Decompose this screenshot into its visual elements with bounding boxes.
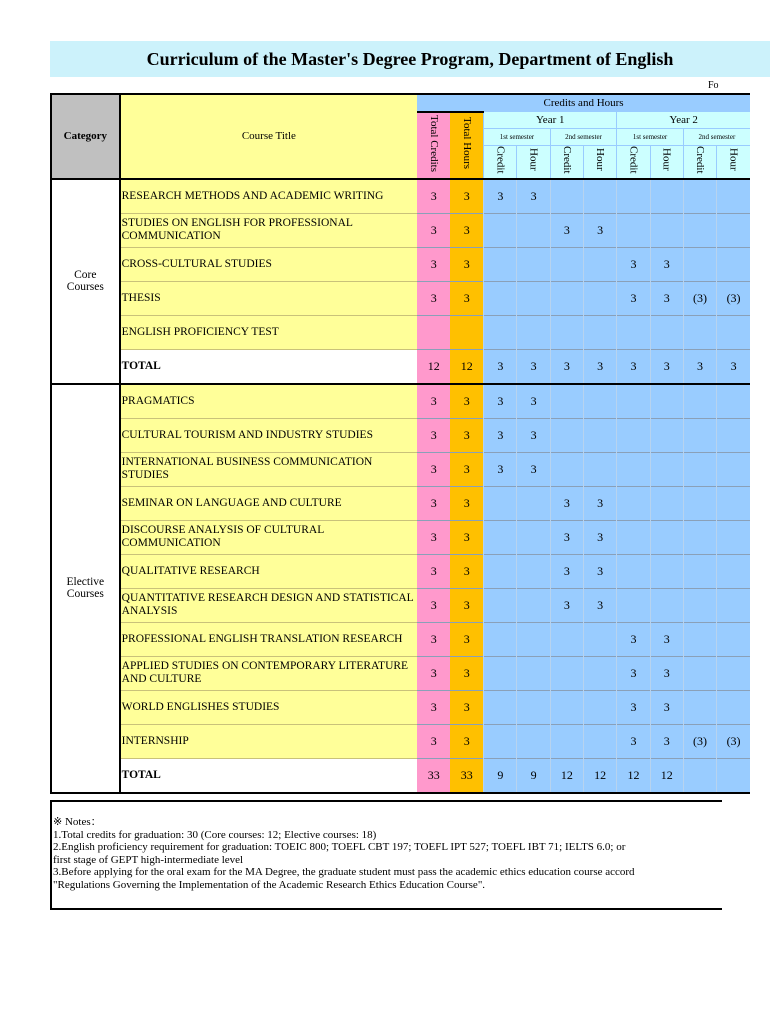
hour-cell: 3 [517, 349, 550, 384]
total-row [51, 758, 750, 793]
total-credits-cell: 3 [417, 452, 450, 486]
hour-cell [584, 622, 617, 656]
total-hours-cell [450, 315, 483, 349]
hour-cell: 3 [517, 179, 550, 214]
table-row [51, 554, 750, 588]
total-credits-cell: 3 [417, 554, 450, 588]
total-hours-cell: 3 [450, 418, 483, 452]
hour-cell [584, 724, 617, 758]
total-hours-cell: 3 [450, 520, 483, 554]
hour-cell [584, 690, 617, 724]
hour-cell [717, 384, 750, 419]
header-total-credits: Total Credits [417, 112, 450, 179]
total-credits-cell: 3 [417, 588, 450, 622]
credit-cell [550, 384, 583, 419]
table-row [51, 656, 750, 690]
table-row [51, 213, 750, 247]
total-hours-cell: 3 [450, 384, 483, 419]
hour-cell: 9 [517, 758, 550, 793]
table-row [51, 247, 750, 281]
credit-cell [617, 418, 650, 452]
credit-cell: 3 [550, 349, 583, 384]
hour-cell [717, 656, 750, 690]
table-row [51, 622, 750, 656]
credit-cell [550, 315, 583, 349]
header-total-hours: Total Hours [450, 112, 483, 179]
credit-cell: 12 [617, 758, 650, 793]
credit-cell [683, 554, 716, 588]
credit-cell [617, 520, 650, 554]
credit-cell [683, 588, 716, 622]
hour-cell: 12 [650, 758, 683, 793]
header-course-title: Course Title [120, 94, 417, 179]
table-row [51, 690, 750, 724]
hour-cell [717, 622, 750, 656]
credit-cell: 3 [550, 213, 583, 247]
hour-cell [584, 418, 617, 452]
hour-cell [717, 247, 750, 281]
credit-cell [484, 622, 517, 656]
credit-cell [550, 690, 583, 724]
total-credits-cell: 3 [417, 281, 450, 315]
hour-cell [717, 588, 750, 622]
hour-cell [717, 452, 750, 486]
credit-cell [484, 588, 517, 622]
note-3: 3.Before applying for the oral exam for the MA Degree, the graduate student must pass the academic ethics education course accord [53, 866, 635, 878]
hour-cell: 3 [650, 724, 683, 758]
hour-cell [584, 281, 617, 315]
form-tag: Fo [708, 80, 719, 91]
credit-cell: 3 [484, 384, 517, 419]
credit-cell [550, 622, 583, 656]
curriculum-table-wrapper [50, 93, 741, 794]
hour-cell: 3 [717, 349, 750, 384]
table-row [51, 315, 750, 349]
total-credits-cell [417, 315, 450, 349]
header-y1-semester-1: 1st semester [484, 129, 551, 146]
credit-cell [683, 656, 716, 690]
credit-cell [683, 418, 716, 452]
hour-cell [717, 179, 750, 214]
credit-cell: 3 [484, 179, 517, 214]
credit-cell: 9 [484, 758, 517, 793]
credit-cell [683, 690, 716, 724]
credit-cell: 3 [484, 349, 517, 384]
hour-cell [517, 554, 550, 588]
header-y1-semester-2: 2nd semester [550, 129, 617, 146]
course-title-cell: SEMINAR ON LANGUAGE AND CULTURE [120, 486, 417, 520]
title-bar [50, 41, 770, 77]
credit-cell [683, 384, 716, 419]
course-title-cell: TOTAL [120, 349, 417, 384]
header-hour: Hour [717, 146, 750, 179]
hour-cell [650, 486, 683, 520]
table-row [51, 520, 750, 554]
header-credit: Credit [484, 146, 517, 179]
notes-section [50, 800, 722, 910]
total-hours-cell: 3 [450, 179, 483, 214]
hour-cell [650, 179, 683, 214]
credit-cell [683, 315, 716, 349]
table-row [51, 452, 750, 486]
credit-cell [550, 281, 583, 315]
course-title-cell: THESIS [120, 281, 417, 315]
credit-cell: 3 [617, 656, 650, 690]
credit-cell: 3 [550, 588, 583, 622]
course-title-cell: WORLD ENGLISHES STUDIES [120, 690, 417, 724]
hour-cell: 3 [650, 281, 683, 315]
table-row [51, 179, 750, 214]
header-credit: Credit [550, 146, 583, 179]
total-credits-cell: 3 [417, 486, 450, 520]
table-row [51, 486, 750, 520]
credit-cell [550, 724, 583, 758]
credit-cell [617, 384, 650, 419]
hour-cell [717, 758, 750, 793]
hour-cell [650, 588, 683, 622]
credit-cell [484, 554, 517, 588]
credit-cell [484, 520, 517, 554]
credit-cell [617, 486, 650, 520]
table-row [51, 418, 750, 452]
credit-cell: 3 [683, 349, 716, 384]
note-1: 1.Total credits for graduation: 30 (Core courses: 12; Elective courses: 18) [53, 828, 377, 841]
hour-cell [517, 724, 550, 758]
credit-cell [617, 213, 650, 247]
course-title-cell: INTERNATIONAL BUSINESS COMMUNICATION STUDIES [120, 452, 417, 486]
total-credits-cell: 33 [417, 758, 450, 793]
total-credits-cell: 3 [417, 247, 450, 281]
hour-cell [650, 213, 683, 247]
note-2: 2.English proficiency requirement for graduation: TOEIC 800; TOEFL CBT 197; TOEFL IPT 527; TOEFL IBT 71; IELTS 6.0; or [53, 841, 626, 853]
category-cell: Elective Courses [51, 384, 120, 793]
hour-cell: (3) [717, 281, 750, 315]
hour-cell [517, 247, 550, 281]
hour-cell [517, 520, 550, 554]
header-year-1: Year 1 [484, 112, 617, 129]
header-year-2: Year 2 [617, 112, 750, 129]
course-title-cell: STUDIES ON ENGLISH FOR PROFESSIONAL COMMUNICATION [120, 213, 417, 247]
course-title-cell: APPLIED STUDIES ON CONTEMPORARY LITERATURE AND CULTURE [120, 656, 417, 690]
hour-cell [717, 418, 750, 452]
credit-cell: 3 [484, 418, 517, 452]
hour-cell: 3 [650, 656, 683, 690]
hour-cell [717, 315, 750, 349]
hour-cell [717, 554, 750, 588]
hour-cell [650, 384, 683, 419]
credit-cell: 3 [484, 452, 517, 486]
credit-cell: 3 [617, 349, 650, 384]
total-hours-cell: 3 [450, 622, 483, 656]
hour-cell: 3 [517, 384, 550, 419]
course-title-cell: PROFESSIONAL ENGLISH TRANSLATION RESEARCH [120, 622, 417, 656]
course-title-cell: INTERNSHIP [120, 724, 417, 758]
total-hours-cell: 3 [450, 486, 483, 520]
credit-cell [683, 247, 716, 281]
hour-cell: 3 [584, 588, 617, 622]
hour-cell [584, 247, 617, 281]
credit-cell [617, 452, 650, 486]
table-row [51, 384, 750, 419]
hour-cell [584, 315, 617, 349]
credit-cell [550, 418, 583, 452]
hour-cell: 3 [584, 486, 617, 520]
total-hours-cell: 3 [450, 452, 483, 486]
course-title-cell: ENGLISH PROFICIENCY TEST [120, 315, 417, 349]
hour-cell [717, 690, 750, 724]
total-credits-cell: 3 [417, 213, 450, 247]
credit-cell: 3 [617, 247, 650, 281]
credit-cell: 3 [550, 520, 583, 554]
credit-cell [683, 622, 716, 656]
credit-cell [683, 213, 716, 247]
credit-cell [617, 179, 650, 214]
total-hours-cell: 3 [450, 247, 483, 281]
credit-cell: 3 [617, 690, 650, 724]
hour-cell [517, 213, 550, 247]
course-title-cell: QUANTITATIVE RESEARCH DESIGN AND STATISTICAL ANALYSIS [120, 588, 417, 622]
hour-cell [517, 622, 550, 656]
course-title-cell: QUALITATIVE RESEARCH [120, 554, 417, 588]
credit-cell [484, 315, 517, 349]
hour-cell [584, 656, 617, 690]
total-hours-cell: 12 [450, 349, 483, 384]
credit-cell: 12 [550, 758, 583, 793]
total-hours-cell: 33 [450, 758, 483, 793]
hour-cell: 3 [650, 247, 683, 281]
hour-cell [650, 418, 683, 452]
credit-cell [683, 758, 716, 793]
hour-cell [650, 315, 683, 349]
hour-cell: 3 [650, 690, 683, 724]
total-credits-cell: 3 [417, 724, 450, 758]
credit-cell [683, 179, 716, 214]
table-row [51, 588, 750, 622]
table-row [51, 281, 750, 315]
credit-cell: 3 [550, 486, 583, 520]
credit-cell [550, 179, 583, 214]
total-hours-cell: 3 [450, 554, 483, 588]
hour-cell: (3) [717, 724, 750, 758]
credit-cell [484, 247, 517, 281]
total-hours-cell: 3 [450, 213, 483, 247]
hour-cell [517, 281, 550, 315]
course-title-cell: PRAGMATICS [120, 384, 417, 419]
hour-cell [650, 554, 683, 588]
course-title-cell: TOTAL [120, 758, 417, 793]
header-credit: Credit [617, 146, 650, 179]
hour-cell [517, 588, 550, 622]
credit-cell: 3 [550, 554, 583, 588]
credit-cell [617, 315, 650, 349]
hour-cell [584, 452, 617, 486]
total-credits-cell: 3 [417, 690, 450, 724]
credit-cell: 3 [617, 622, 650, 656]
total-credits-cell: 3 [417, 622, 450, 656]
credit-cell [484, 281, 517, 315]
header-category: Category [51, 94, 120, 179]
credit-cell: 3 [617, 281, 650, 315]
total-credits-cell: 12 [417, 349, 450, 384]
header-y2-semester-1: 1st semester [617, 129, 684, 146]
credit-cell: (3) [683, 724, 716, 758]
total-credits-cell: 3 [417, 384, 450, 419]
credit-cell [683, 452, 716, 486]
total-credits-cell: 3 [417, 179, 450, 214]
credit-cell [550, 656, 583, 690]
header-hour: Hour [650, 146, 683, 179]
credit-cell [550, 452, 583, 486]
credit-cell [484, 213, 517, 247]
hour-cell: 3 [650, 349, 683, 384]
hour-cell [584, 384, 617, 419]
total-credits-cell: 3 [417, 418, 450, 452]
credit-cell: 3 [617, 724, 650, 758]
hour-cell: 3 [650, 622, 683, 656]
category-cell: Core Courses [51, 179, 120, 384]
course-title-cell: RESEARCH METHODS AND ACADEMIC WRITING [120, 179, 417, 214]
total-credits-cell: 3 [417, 520, 450, 554]
hour-cell [517, 690, 550, 724]
course-title-cell: DISCOURSE ANALYSIS OF CULTURAL COMMUNICATION [120, 520, 417, 554]
header-credit: Credit [683, 146, 716, 179]
credit-cell [484, 724, 517, 758]
credit-cell: (3) [683, 281, 716, 315]
header-credits-hours: Credits and Hours [417, 94, 750, 112]
hour-cell: 3 [584, 349, 617, 384]
hour-cell [717, 520, 750, 554]
credit-cell [550, 247, 583, 281]
total-hours-cell: 3 [450, 281, 483, 315]
course-title-cell: CULTURAL TOURISM AND INDUSTRY STUDIES [120, 418, 417, 452]
credit-cell [683, 486, 716, 520]
hour-cell: 12 [584, 758, 617, 793]
hour-cell [517, 315, 550, 349]
hour-cell [584, 179, 617, 214]
credit-cell [484, 656, 517, 690]
hour-cell [717, 486, 750, 520]
credit-cell [484, 486, 517, 520]
hour-cell [517, 486, 550, 520]
hour-cell: 3 [517, 452, 550, 486]
header-hour: Hour [517, 146, 550, 179]
header-y2-semester-2: 2nd semester [683, 129, 750, 146]
credit-cell [484, 690, 517, 724]
table-row [51, 724, 750, 758]
total-hours-cell: 3 [450, 656, 483, 690]
total-hours-cell: 3 [450, 588, 483, 622]
hour-cell: 3 [584, 213, 617, 247]
total-row [51, 349, 750, 384]
credit-cell [617, 554, 650, 588]
hour-cell: 3 [517, 418, 550, 452]
hour-cell [650, 452, 683, 486]
hour-cell: 3 [584, 554, 617, 588]
page-title: Curriculum of the Master's Degree Program, Department of English [146, 49, 674, 69]
header-hour: Hour [584, 146, 617, 179]
hour-cell [717, 213, 750, 247]
notes-heading: ※ Notes： [53, 816, 102, 828]
note-2-cont: first stage of GEPT high-intermediate level [53, 853, 244, 866]
credit-cell [617, 588, 650, 622]
hour-cell [517, 656, 550, 690]
note-3-cont: "Regulations Governing the Implementation of the Academic Research Ethics Education Course". [53, 878, 486, 891]
course-title-cell: CROSS-CULTURAL STUDIES [120, 247, 417, 281]
credit-cell [683, 520, 716, 554]
hour-cell [650, 520, 683, 554]
total-hours-cell: 3 [450, 724, 483, 758]
hour-cell: 3 [584, 520, 617, 554]
total-credits-cell: 3 [417, 656, 450, 690]
total-hours-cell: 3 [450, 690, 483, 724]
curriculum-table [50, 93, 750, 794]
